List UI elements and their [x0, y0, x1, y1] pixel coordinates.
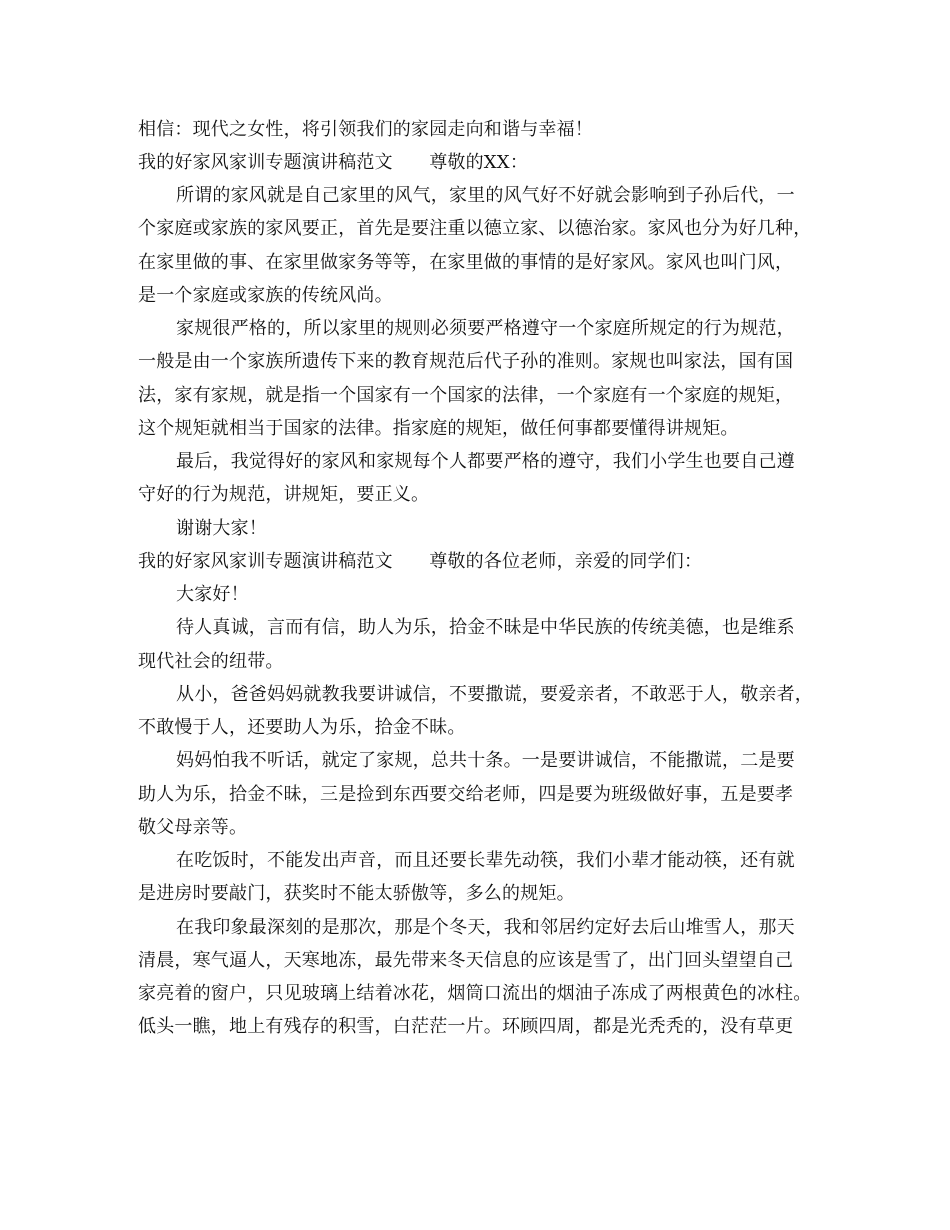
text-line: 从小，爸爸妈妈就教我要讲诚信，不要撒谎，要爱亲者，不敢恶于人，敬亲者，: [176, 684, 813, 705]
text-line: 在家里做的事、在家里做家务等等，在家里做的事情的是好家风。家风也叫门风，: [138, 252, 794, 273]
text-line: 低头一瞧，地上有残存的积雪，白茫茫一片。环顾四周，都是光秃秃的，没有草更: [138, 1016, 794, 1037]
text-line: 法，家有家规，就是指一个国家有一个国家的法律，一个家庭有一个家庭的规矩，: [138, 385, 794, 406]
text-line: 守好的行为规范，讲规矩，要正义。: [138, 484, 430, 505]
text-line: 最后，我觉得好的家风和家规每个人都要严格的遵守，我们小学生也要自己遵: [176, 451, 795, 472]
text-line: 现代社会的纽带。: [138, 651, 284, 672]
text-line: 大家好！: [176, 584, 249, 605]
text-line: 妈妈怕我不听话，就定了家规，总共十条。一是要讲诚信，不能撒谎，二是要: [176, 750, 795, 771]
text-line: 家亮着的窗户，只见玻璃上结着冰花，烟筒口流出的烟油子冻成了两根黄色的冰柱。: [138, 983, 812, 1004]
text-line: 是进房时要敲门，获奖时不能太骄傲等，多么的规矩。: [138, 883, 575, 904]
text-line: 在我印象最深刻的是那次，那是个冬天，我和邻居约定好去后山堆雪人，那天: [176, 917, 795, 938]
section-heading: 我的好家风家训专题演讲稿范文 尊敬的XX：: [138, 152, 529, 173]
section-heading: 我的好家风家训专题演讲稿范文 尊敬的各位老师，亲爱的同学们：: [138, 551, 703, 572]
text-line: 家规很严格的，所以家里的规则必须要严格遵守一个家庭所规定的行为规范，: [176, 318, 795, 339]
text-line: 是一个家庭或家族的传统风尚。: [138, 285, 393, 306]
text-line: 不敢慢于人，还要助人为乐，拾金不昧。: [138, 717, 466, 738]
text-line: 在吃饭时，不能发出声音，而且还要长辈先动筷，我们小辈才能动筷，还有就: [176, 850, 795, 871]
text-line: 待人真诚，言而有信，助人为乐，拾金不昧是中华民族的传统美德，也是维系: [176, 617, 795, 638]
text-line: 敬父母亲等。: [138, 817, 248, 838]
text-line: 一般是由一个家族所遗传下来的教育规范后代子孙的准则。家规也叫家法，国有国: [138, 351, 794, 372]
text-line: 相信：现代之女性，将引领我们的家园走向和谐与幸福！: [138, 119, 593, 140]
text-line: 这个规矩就相当于国家的法律。指家庭的规矩，做任何事都要懂得讲规矩。: [138, 418, 739, 439]
text-line: 谢谢大家！: [176, 518, 267, 539]
text-line: 所谓的家风就是自己家里的风气，家里的风气好不好就会影响到子孙后代，一: [176, 185, 795, 206]
text-line: 个家庭或家族的家风要正，首先是要注重以德立家、以德治家。家风也分为好几种，: [138, 218, 812, 239]
text-line: 助人为乐，拾金不昧，三是捡到东西要交给老师，四是要为班级做好事，五是要孝: [138, 784, 794, 805]
text-line: 清晨，寒气逼人，天寒地冻，最先带来冬天信息的应该是雪了，出门回头望望自己: [138, 950, 794, 971]
